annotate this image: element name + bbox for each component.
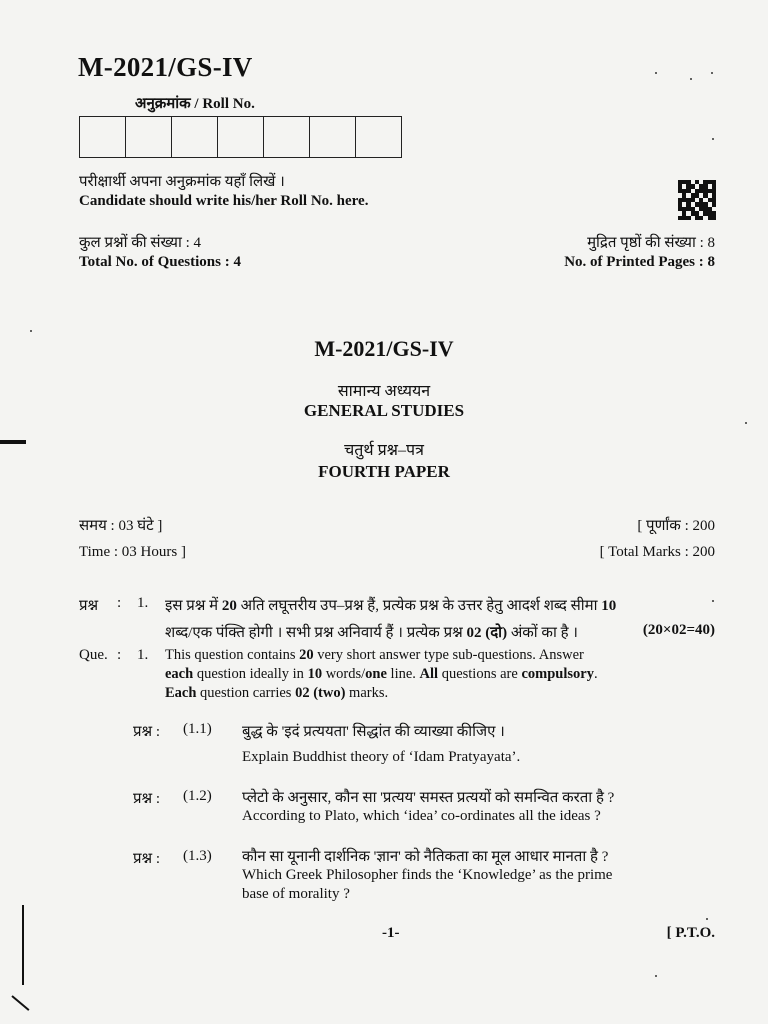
question-instruction-english-line2: each question ideally in 10 words/one line. All questions are compulsory. xyxy=(165,666,598,682)
subquestion-label: प्रश्न : xyxy=(133,791,161,807)
subquestion-text-hindi: बुद्ध के 'इदं प्रत्ययता' सिद्धांत की व्याख्या कीजिए । xyxy=(242,724,505,740)
scan-speck xyxy=(712,600,714,602)
roll-instruction-hindi: परीक्षार्थी अपना अनुक्रमांक यहाँ लिखें । xyxy=(79,174,285,190)
question-marks-distribution: (20×02=40) xyxy=(642,622,715,638)
roll-digit-box[interactable] xyxy=(80,117,126,157)
question-instruction-hindi-line2: शब्द/एक पंक्ति होगी । सभी प्रश्न अनिवार्य हैं । प्रत्येक प्रश्न 02 (दो) अंकों का है । xyxy=(165,625,578,641)
subquestion-text-hindi: कौन सा यूनानी दार्शनिक 'ज्ञान' को नैतिकता का मूल आधार मानता है ? xyxy=(242,849,609,865)
scan-mark-slash xyxy=(11,995,29,1011)
question-label-hindi: प्रश्न xyxy=(79,598,99,614)
subquestion-label: प्रश्न : xyxy=(133,724,161,740)
printed-pages-hindi: मुद्रित पृष्ठों की संख्या : 8 xyxy=(587,235,715,251)
question-instruction-english-line1: This question contains 20 very short answer type sub-questions. Answer xyxy=(165,647,584,663)
roll-instruction-english: Candidate should write his/her Roll No. here. xyxy=(79,193,369,209)
roll-digit-box[interactable] xyxy=(264,117,310,157)
roll-number-boxes[interactable] xyxy=(79,116,402,158)
total-questions-hindi: कुल प्रश्नों की संख्या : 4 xyxy=(79,235,202,251)
scan-speck xyxy=(690,78,692,80)
scan-mark-line xyxy=(22,905,24,985)
subquestion-text-english: Explain Buddhist theory of ‘Idam Pratyayata’. xyxy=(242,749,521,765)
subquestion-number: (1.3) xyxy=(183,848,212,864)
subquestion-text-english: Which Greek Philosopher finds the ‘Knowledge’ as the prime xyxy=(242,867,613,883)
roll-digit-box[interactable] xyxy=(126,117,172,157)
paper-code-header: M-2021/GS-IV xyxy=(78,52,253,82)
subject-hindi: सामान्य अध्ययन xyxy=(337,383,431,400)
qr-code-icon xyxy=(678,180,716,220)
time-hindi: समय : 03 घंटे ] xyxy=(79,518,163,534)
scan-speck xyxy=(706,918,708,920)
roll-number-label: अनुक्रमांक / Roll No. xyxy=(135,96,255,112)
subject-english: GENERAL STUDIES xyxy=(303,401,465,420)
subquestion-number: (1.2) xyxy=(183,788,212,804)
question-label-colon: : xyxy=(117,595,122,611)
roll-digit-box[interactable] xyxy=(310,117,356,157)
subquestion-text-english-cont: base of morality ? xyxy=(242,886,350,902)
roll-digit-box[interactable] xyxy=(218,117,264,157)
page-number: -1- xyxy=(382,925,400,941)
question-instruction-hindi-line1: इस प्रश्न में 20 अति लघूत्तरीय उप–प्रश्न हैं, प्रत्येक प्रश्न के उत्तर हेतु आदर्श शब्द सीमा 10 xyxy=(165,598,617,614)
time-english: Time : 03 Hours ] xyxy=(79,544,186,560)
total-questions-english: Total No. of Questions : 4 xyxy=(79,254,241,270)
scan-mark-dash xyxy=(0,440,26,444)
roll-digit-box[interactable] xyxy=(356,117,401,157)
scan-speck xyxy=(30,330,32,332)
scan-speck xyxy=(711,72,713,74)
question-label-english: Que. xyxy=(79,647,108,663)
subquestion-text-hindi: प्लेटो के अनुसार, कौन सा 'प्रत्यय' समस्त प्रत्ययों को समन्वित करता है ? xyxy=(242,790,615,806)
roll-digit-box[interactable] xyxy=(172,117,218,157)
scan-speck xyxy=(745,422,747,424)
paper-number-hindi: चतुर्थ प्रश्न–पत्र xyxy=(344,442,424,459)
subquestion-number: (1.1) xyxy=(183,721,212,737)
total-marks-english: [ Total Marks : 200 xyxy=(599,544,715,560)
scan-speck xyxy=(655,975,657,977)
question-instruction-english-line3: Each question carries 02 (two) marks. xyxy=(165,685,389,701)
question-number-hindi: 1. xyxy=(137,595,149,611)
question-number-english: 1. xyxy=(137,647,149,663)
scan-speck xyxy=(655,72,657,74)
total-marks-hindi: [ पूर्णांक : 200 xyxy=(637,518,715,534)
subquestion-text-english: According to Plato, which ‘idea’ co-ordinates all the ideas ? xyxy=(242,808,601,824)
please-turn-over: [ P.T.O. xyxy=(666,925,715,941)
scan-speck xyxy=(712,138,714,140)
question-label-colon: : xyxy=(117,647,122,663)
paper-code-title: M-2021/GS-IV xyxy=(314,336,454,361)
subquestion-label: प्रश्न : xyxy=(133,851,161,867)
printed-pages-english: No. of Printed Pages : 8 xyxy=(564,254,715,270)
paper-number-english: FOURTH PAPER xyxy=(318,462,450,481)
